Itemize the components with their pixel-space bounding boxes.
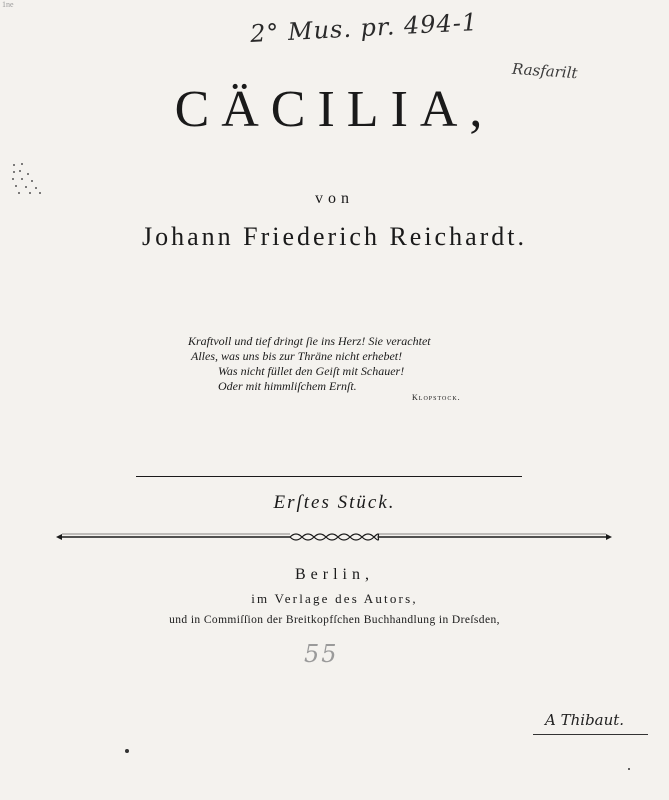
by-line: von [315, 190, 354, 207]
imprint-city: Berlin, [295, 566, 374, 583]
epigraph-line: Oder mit himmliſchem Ernſt. [218, 379, 357, 393]
corner-mark: 1ne [2, 0, 14, 9]
handwritten-owner-note: Rasfarilt [511, 59, 579, 83]
part-number: Erſtes Stück. [273, 492, 396, 513]
imprint-publisher: im Verlage des Autors, [251, 591, 418, 606]
ornamental-divider [54, 530, 614, 544]
pencil-number: 55 [304, 640, 339, 668]
ink-speck [628, 768, 630, 770]
handwritten-shelfmark: 2° Mus. pr. 494-1 [249, 8, 479, 48]
horizontal-rule [136, 476, 522, 477]
epigraph-line: Was nicht füllet den Geiſt mit Schauer! [218, 364, 405, 378]
imprint-commission: und in Commiſſion der Breitkopfſchen Buchhandlung in Dreſsden, [169, 614, 500, 626]
signature-underline [533, 734, 648, 735]
epigraph-line: Alles, was uns bis zur Thräne nicht erhebet! [191, 349, 403, 363]
ink-speck [125, 749, 129, 753]
book-title: CÄCILIA, [174, 81, 495, 138]
epigraph-line: Kraftvoll und tief dringt ſie ins Herz! Sie verachtet [188, 334, 431, 348]
epigraph [188, 334, 488, 394]
author-name: Johann Friederich Reichardt. [141, 222, 528, 251]
handwritten-signature: A Thibaut. [545, 711, 625, 729]
epigraph-attribution: Klopstock. [412, 393, 461, 402]
